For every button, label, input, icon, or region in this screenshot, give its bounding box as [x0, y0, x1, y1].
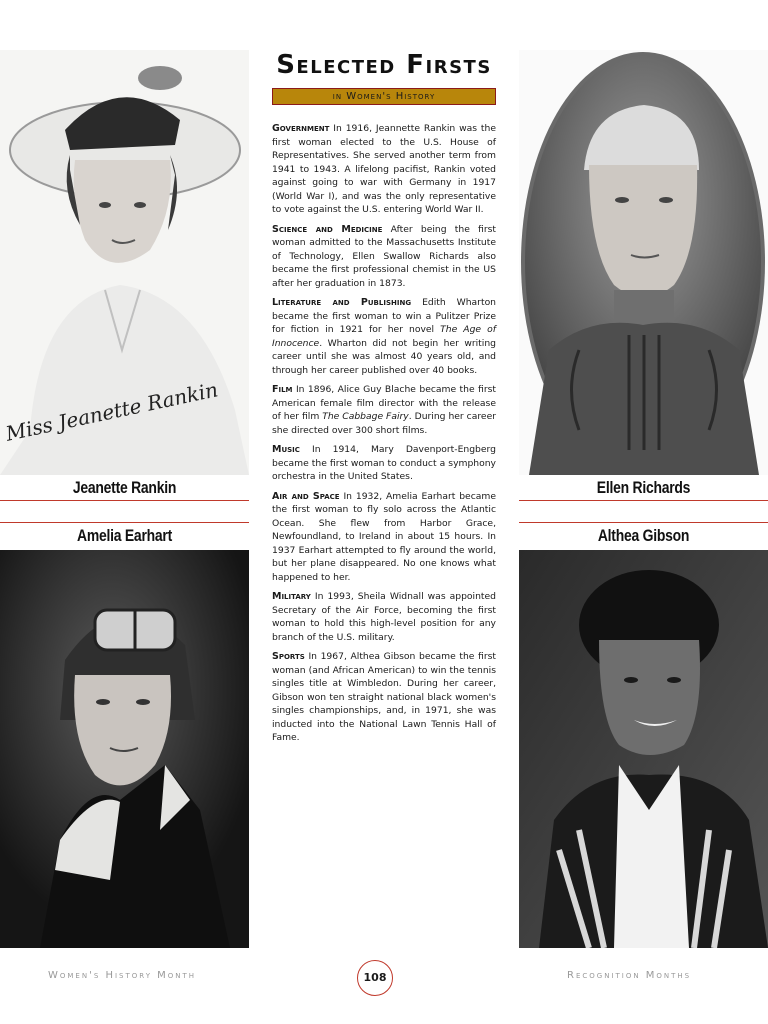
footer-section-title: Women's History Month [48, 970, 197, 981]
entry-category: Literature and Publishing [272, 297, 412, 308]
caption-ellen-richards: Ellen Richards [596, 478, 691, 497]
photo-ellen-richards [519, 50, 768, 475]
page-subtitle-banner: in Women's History [272, 88, 496, 105]
earhart-portrait-image [0, 550, 249, 948]
entry-category: Film [272, 384, 293, 395]
film-title: The Cabbage Fairy [322, 411, 409, 422]
rule-earhart-top [0, 522, 249, 523]
caption-jeanette-rankin: Jeanette Rankin [72, 478, 177, 497]
entry-text: After being the first woman admitted to the Massachusetts Institute of Technology, Ellen Swallow Richards also became the first professional chemist in the US after her graduation in 1873. [272, 223, 497, 289]
photo-jeanette-rankin [0, 50, 249, 475]
entry-film [272, 383, 496, 437]
entry-category: Government [272, 123, 330, 134]
entry-music [272, 443, 496, 484]
entry-science-medicine [272, 223, 496, 291]
entry-text: In 1916, Jeannette Rankin was the first woman elected to the U.S. House of Representatives. She served another term from 1941 to 1943. A lifelong pacifist, Rankin voted against going to war with Germany in 1917 (World War I), and was the only representative to vote against the U.S. entering World War II. [272, 123, 496, 215]
page-number: 108 [357, 960, 393, 996]
photo-amelia-earhart [0, 550, 249, 948]
entry-text: In 1914, Mary Davenport-Engberg became the first woman to conduct a symphony orchestra in the United States. [272, 444, 496, 482]
entry-text-cont: . Wharton did not begin her writing career until she was almost 40 years old, and through her career published over 40 books. [272, 337, 496, 376]
entry-literature-publishing [272, 296, 496, 377]
entry-category: Science and Medicine [272, 223, 383, 235]
footer-book-title: Recognition Months [567, 970, 692, 981]
entry-text-cont: . During her career she directed over 300 short films. [272, 411, 496, 436]
page-title: Selected Firsts [276, 50, 492, 80]
entry-category: Sports [272, 651, 305, 662]
photo-althea-gibson [519, 550, 768, 948]
rule-rankin-bottom [0, 500, 249, 501]
entry-text: In 1967, Althea Gibson became the first woman (and African American) to win the tennis singles title at Wimbledon. During her career, Gibson won ten straight national black women's singles championships, and, in 1971, she was inducted into the National Lawn Tennis Hall of Fame. [272, 651, 496, 743]
entry-category: Music [272, 444, 300, 455]
entry-text: In 1932, Amelia Earhart became the first woman to fly solo across the Atlantic Ocean. She flew from Harbor Grace, Newfoundland, to Ireland in about 15 hours. In 1937 Earhart attempted to fly around the world, but her plane disappeared. No one knows what happened to her. [272, 490, 496, 583]
entry-category: Military [272, 591, 311, 602]
book-title: The Age of Innocence [272, 324, 496, 349]
entry-text: In 1993, Sheila Widnall was appointed Secretary of the Air Force, becoming the first woman to hold this high-level position for any branch of the U.S. military. [272, 591, 496, 643]
caption-amelia-earhart: Amelia Earhart [77, 526, 172, 545]
entry-category: Air and Space [272, 490, 340, 502]
entry-air-space [272, 490, 496, 585]
richards-portrait-image [519, 50, 768, 475]
entry-military [272, 590, 496, 644]
rule-gibson-top [519, 522, 768, 523]
gibson-portrait-image [519, 550, 768, 948]
entry-text: In 1896, Alice Guy Blache became the first American female film director with the release of her film [272, 384, 497, 422]
rankin-signature-text: Miss Jeanette Rankin [3, 377, 221, 446]
caption-althea-gibson: Althea Gibson [597, 526, 690, 545]
rule-richards-bottom [519, 500, 768, 501]
entry-sports [272, 650, 496, 745]
entry-government [272, 122, 496, 217]
article-body [272, 122, 496, 751]
entry-text: Edith Wharton became the first woman to win a Pulitzer Prize for fiction in 1921 for her novel [272, 297, 497, 335]
